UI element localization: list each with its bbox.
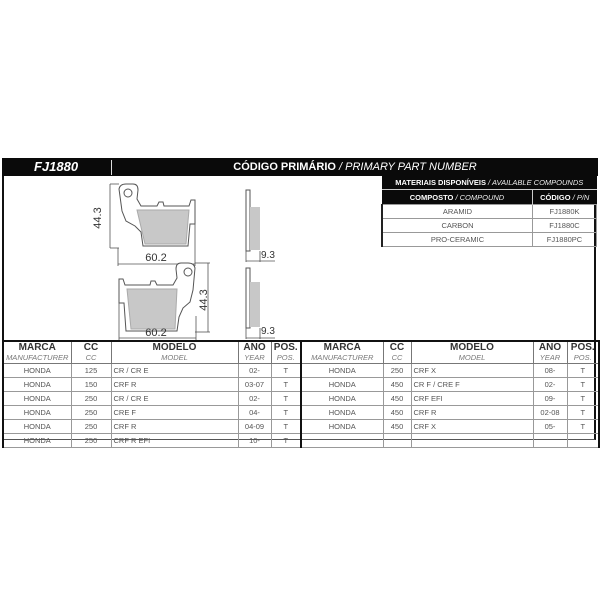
col-pos-header bbox=[567, 341, 599, 364]
compound-code: FJ1880K bbox=[533, 205, 597, 219]
model-cell: CRF R EFI bbox=[111, 434, 238, 448]
col-model-header bbox=[111, 341, 238, 364]
year-cell: 02- bbox=[238, 392, 271, 406]
cc-cell: 250 bbox=[383, 364, 411, 378]
cc-pt: CC bbox=[83, 342, 99, 353]
table-row bbox=[3, 434, 599, 448]
year-cell: 05- bbox=[533, 420, 567, 434]
col-cc-header bbox=[383, 341, 411, 364]
pos-cell: T bbox=[271, 434, 301, 448]
model-cell: CRF EFI bbox=[411, 392, 533, 406]
compound-code: FJ1880PC bbox=[533, 233, 597, 247]
brand-cell: HONDA bbox=[3, 420, 71, 434]
compound-row bbox=[382, 205, 597, 219]
brand-cell: HONDA bbox=[301, 420, 383, 434]
brand-cell: HONDA bbox=[3, 406, 71, 420]
brand-pt: MARCA bbox=[323, 342, 361, 353]
pos-cell: T bbox=[271, 364, 301, 378]
pos-cell: T bbox=[271, 406, 301, 420]
pos-cell: T bbox=[567, 364, 599, 378]
cc-cell bbox=[383, 434, 411, 448]
title-en: PRIMARY PART NUMBER bbox=[345, 161, 477, 173]
applications-table bbox=[2, 340, 598, 448]
pad-2-front-view bbox=[119, 263, 195, 331]
cc-pt: CC bbox=[389, 342, 405, 353]
col-code-header bbox=[533, 190, 597, 205]
compound-code: FJ1880C bbox=[533, 219, 597, 233]
title-pt: CÓDIGO PRIMÁRIO bbox=[233, 161, 336, 173]
cc-cell: 150 bbox=[71, 378, 111, 392]
year-cell: 03-07 bbox=[238, 378, 271, 392]
col-brand-header bbox=[3, 341, 71, 364]
pos-cell: T bbox=[567, 406, 599, 420]
year-cell: 02-08 bbox=[533, 406, 567, 420]
model-en: MODEL bbox=[458, 353, 486, 362]
compound-name: ARAMID bbox=[382, 205, 533, 219]
col-year-header bbox=[238, 341, 271, 364]
table-row bbox=[3, 392, 599, 406]
year-cell: 09- bbox=[533, 392, 567, 406]
table-row bbox=[3, 364, 599, 378]
brand-cell: HONDA bbox=[3, 378, 71, 392]
model-cell: CR F / CRE F bbox=[411, 378, 533, 392]
cc-cell: 250 bbox=[71, 420, 111, 434]
primary-part-number-title bbox=[112, 158, 598, 176]
col-compound-header bbox=[382, 190, 533, 205]
col-code-en: P/N bbox=[576, 192, 590, 202]
compound-name: PRO-CERAMIC bbox=[382, 233, 533, 247]
table-row bbox=[3, 420, 599, 434]
model-cell: CRF R bbox=[111, 420, 238, 434]
title-sep: / bbox=[335, 161, 346, 173]
year-cell: 04-09 bbox=[238, 420, 271, 434]
pad-1-width-label: 60.2 bbox=[145, 252, 167, 264]
brand-cell: HONDA bbox=[3, 364, 71, 378]
col-compound-en: COMPOUND bbox=[459, 192, 505, 202]
brand-cell: HONDA bbox=[3, 392, 71, 406]
brand-cell bbox=[301, 434, 383, 448]
year-cell: 04- bbox=[238, 406, 271, 420]
compounds-table bbox=[381, 176, 597, 247]
compound-row bbox=[382, 233, 597, 247]
pos-cell: T bbox=[567, 420, 599, 434]
header-bar bbox=[2, 158, 598, 176]
pos-pt: POS. bbox=[570, 342, 595, 353]
pad-2-thickness-label: 9.3 bbox=[261, 326, 275, 337]
cc-cell: 125 bbox=[71, 364, 111, 378]
brake-pad-drawing bbox=[0, 176, 380, 340]
model-cell: CR / CR E bbox=[111, 364, 238, 378]
brand-pt: MARCA bbox=[18, 342, 56, 353]
cc-cell: 450 bbox=[383, 406, 411, 420]
brand-en: MANUFACTURER bbox=[311, 353, 374, 362]
pad-2-width-label: 60.2 bbox=[145, 327, 167, 339]
col-compound-pt: COMPOSTO bbox=[409, 192, 454, 202]
compounds-title bbox=[382, 176, 597, 190]
model-cell bbox=[411, 434, 533, 448]
cc-en: CC bbox=[85, 353, 97, 362]
table-row bbox=[3, 406, 599, 420]
year-en: YEAR bbox=[539, 353, 561, 362]
year-cell bbox=[533, 434, 567, 448]
compounds-title-en: AVAILABLE COMPOUNDS bbox=[491, 178, 584, 187]
compounds-title-sep: / bbox=[485, 178, 492, 187]
year-cell: 02- bbox=[533, 378, 567, 392]
pos-cell bbox=[567, 434, 599, 448]
col-pos-header bbox=[271, 341, 301, 364]
model-cell: CRF X bbox=[411, 420, 533, 434]
pad-2-height-label: 44.3 bbox=[198, 289, 210, 311]
cc-cell: 450 bbox=[383, 378, 411, 392]
year-cell: 02- bbox=[238, 364, 271, 378]
pos-en: POS. bbox=[573, 353, 592, 362]
pad-1-height-label: 44.3 bbox=[92, 207, 104, 229]
pos-cell: T bbox=[271, 420, 301, 434]
table-row bbox=[3, 378, 599, 392]
pos-pt: POS. bbox=[273, 342, 298, 353]
pos-cell: T bbox=[271, 392, 301, 406]
brand-cell: HONDA bbox=[3, 434, 71, 448]
model-cell: CRF X bbox=[411, 364, 533, 378]
cc-cell: 450 bbox=[383, 420, 411, 434]
year-pt: ANO bbox=[538, 342, 562, 353]
pos-en: POS. bbox=[276, 353, 295, 362]
col-year-header bbox=[533, 341, 567, 364]
table-header-row bbox=[3, 341, 599, 364]
compound-row bbox=[382, 219, 597, 233]
model-en: MODEL bbox=[161, 353, 188, 362]
brand-cell: HONDA bbox=[301, 364, 383, 378]
cc-cell: 450 bbox=[383, 392, 411, 406]
compounds-title-pt: MATERIAIS DISPONÍVEIS bbox=[395, 178, 486, 187]
pos-cell: T bbox=[271, 378, 301, 392]
col-model-header bbox=[411, 341, 533, 364]
model-cell: CRF R bbox=[111, 378, 238, 392]
col-code-sep: / bbox=[570, 192, 577, 202]
year-pt: ANO bbox=[243, 342, 266, 353]
col-cc-header bbox=[71, 341, 111, 364]
compound-name: CARBON bbox=[382, 219, 533, 233]
year-en: YEAR bbox=[244, 353, 265, 362]
pad-1-thickness-label: 9.3 bbox=[261, 250, 275, 261]
brand-cell: HONDA bbox=[301, 378, 383, 392]
model-cell: CR / CR E bbox=[111, 392, 238, 406]
pos-cell: T bbox=[567, 392, 599, 406]
model-cell: CRF R bbox=[411, 406, 533, 420]
part-code: FJ1880 bbox=[33, 159, 79, 174]
pad-1-front-view bbox=[119, 184, 195, 246]
model-pt: MODELO bbox=[152, 342, 197, 353]
col-compound-sep: / bbox=[453, 192, 460, 202]
year-cell: 08- bbox=[533, 364, 567, 378]
col-brand-header bbox=[301, 341, 383, 364]
brand-cell: HONDA bbox=[301, 406, 383, 420]
cc-cell: 250 bbox=[71, 434, 111, 448]
cc-cell: 250 bbox=[71, 392, 111, 406]
year-cell: 10- bbox=[238, 434, 271, 448]
pos-cell: T bbox=[567, 378, 599, 392]
col-code-pt: CÓDIGO bbox=[540, 192, 571, 202]
brand-cell: HONDA bbox=[301, 392, 383, 406]
cc-cell: 250 bbox=[71, 406, 111, 420]
model-pt: MODELO bbox=[450, 342, 494, 353]
cc-en: CC bbox=[391, 353, 403, 362]
brand-en: MANUFACTURER bbox=[6, 353, 69, 362]
model-cell: CRE F bbox=[111, 406, 238, 420]
